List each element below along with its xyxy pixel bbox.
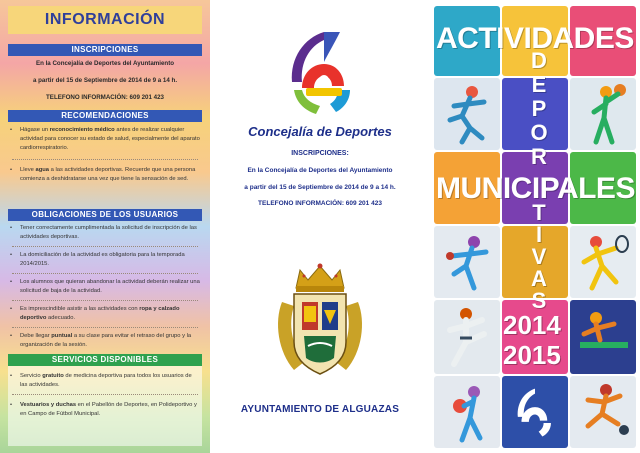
- servicios-header: SERVICIOS DISPONIBLES: [8, 354, 202, 366]
- title-vertical-letter: S: [531, 288, 547, 313]
- inscripciones-line-2: a partir del 15 de Septiembre de 2014 de 9 a 14 h.: [244, 184, 396, 191]
- inscripciones-header: INSCRIPCIONES: [8, 44, 202, 56]
- football-player-icon: [576, 380, 632, 444]
- concejalia-logo-icon: [280, 28, 368, 116]
- info-panel: [0, 0, 210, 453]
- title-vertical-letter: V: [531, 244, 547, 269]
- volleyball-player-icon: [440, 380, 496, 444]
- inscripciones-line-1: En la Concejalía de Deportes del Ayuntamiento: [247, 167, 393, 174]
- obligaciones-header: OBLIGACIONES DE LOS USUARIOS: [8, 209, 202, 221]
- inscripciones-line-2: a partir del 15 de Septiembre de 2014 de 9 a 14 h.: [32, 77, 178, 84]
- inscripciones-line-1: En la Concejalía de Deportes del Ayuntamiento: [35, 60, 175, 67]
- divider: [12, 327, 198, 328]
- concejalia-name: Concejalía de Deportes: [248, 124, 392, 139]
- title-vertical-letter: D: [531, 48, 547, 73]
- recommendation-item: • Lleve agua a las actividades deportivas. Recuerde que una persona comienza a deshidratarse una vez que tiene la sensación de sed.: [10, 166, 200, 184]
- divider: [12, 273, 198, 274]
- obligation-item: • Debe llegar puntual a su clase para evitar el retraso del grupo y la organización de la sesión.: [10, 332, 200, 350]
- basketball-player-icon: [576, 82, 632, 146]
- runner-icon: [440, 82, 496, 146]
- title-vertical-letter: O: [530, 120, 548, 145]
- year-end: 2015: [503, 340, 561, 370]
- divider: [12, 300, 198, 301]
- title-municipales: MUNICIPALES: [436, 172, 635, 205]
- title-vertical-letter: E: [531, 72, 547, 97]
- divider: [12, 246, 198, 247]
- title-vertical-letter: T: [532, 200, 546, 225]
- table-tennis-icon: [576, 304, 632, 370]
- obligation-item: • Los alumnos que quieran abandonar la actividad deberán realizar una solicitud de baja de la actividad.: [10, 278, 200, 296]
- ayuntamiento-name: AYUNTAMIENTO DE ALGUAZAS: [240, 404, 400, 415]
- recomendaciones-header: RECOMENDACIONES: [8, 110, 202, 122]
- service-item: • Vestuarios y duchas en el Pabellón de Deportes, en Polideportivo y en Campo de Fútbol Municipal.: [10, 401, 200, 419]
- inscripciones-phone: TELEFONO INFORMACIÓN: 609 201 423: [46, 94, 164, 101]
- title-vertical-letter: I: [535, 222, 543, 247]
- title-vertical-letter: P: [531, 96, 547, 121]
- coat-of-arms-icon: [274, 262, 366, 378]
- title-actividades: ACTIVIDADES: [436, 22, 634, 55]
- cover-middle-panel: [214, 0, 426, 453]
- info-title: INFORMACIÓN: [8, 6, 202, 34]
- title-vertical-letter: A: [531, 266, 547, 291]
- inscripciones-phone: TELEFONO INFORMACIÓN: 609 201 423: [258, 200, 382, 207]
- karate-icon: [440, 304, 496, 370]
- title-vertical-letter: R: [531, 144, 547, 169]
- year-start: 2014: [503, 310, 561, 340]
- obligation-item: • Es imprescindible asistir a las actividades con ropa y calzado deportivo adecuado.: [10, 305, 200, 323]
- obligation-item: • Tener correctamente cumplimentada la solicitud de inscripción de las actividades deportivas.: [10, 224, 200, 242]
- divider: [12, 159, 198, 160]
- inscripciones-title: INSCRIPCIONES:: [291, 150, 349, 157]
- recommendation-item: • Hágase un reconocimiento médico antes de realizar cualquier actividad para conocer su estado de salud, especialmente del aparato cardiorrespiratorio.: [10, 126, 200, 153]
- obligation-item: • La domiciliación de la actividad es obligatoria para la temporada 2014/2015.: [10, 251, 200, 269]
- concejalia-small-logo-icon: [508, 382, 562, 442]
- ping-pong-player-icon: [440, 230, 496, 294]
- divider: [12, 394, 198, 395]
- service-item: • Servicio gratuito de medicina deportiva para todos los usuarios de las actividades.: [10, 372, 200, 390]
- tennis-player-icon: [576, 230, 632, 294]
